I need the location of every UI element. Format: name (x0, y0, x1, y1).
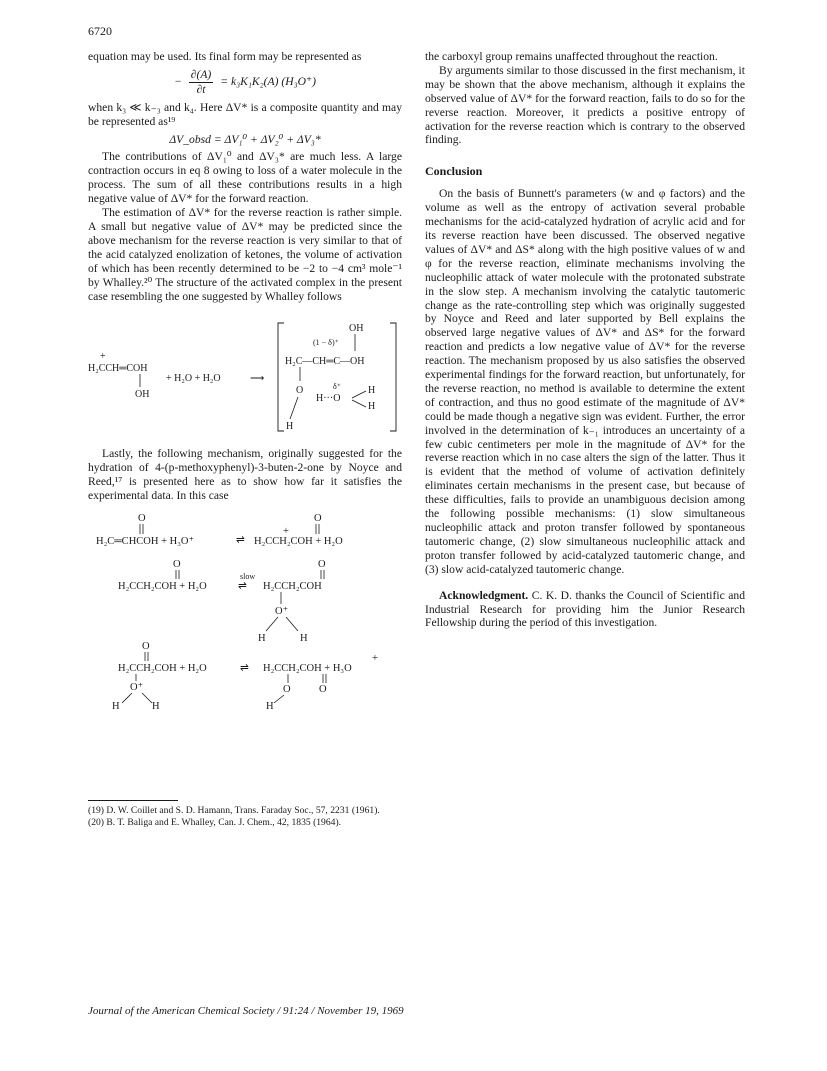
carbocation-formula: H₂CCH₂COH + H₂O (118, 581, 207, 593)
carbocation-formula: H₂CCH₂COH + H₂O (254, 536, 343, 548)
carbonyl-oxygen: O (318, 559, 326, 571)
paragraph: The estimation of ΔV* for the reverse reaction is rather simple. A small but negative value of ΔV* may be predicted since the above mechanism for the reverse reaction is very similar to that of the acid catalyzed enolization of ketones, the volume of activation of which has been recently determined to be −2 to −4 cm³ mole⁻¹ by Whalley.²⁰ The structure of the activated complex in the present case resembling the one suggested by Whalley follows (88, 206, 402, 303)
charge-plus: + (372, 653, 378, 665)
hydrogen-atom: H (300, 633, 308, 645)
oxonium-oxygen: O⁺ (130, 682, 144, 694)
carbonyl-oxygen: O (173, 559, 181, 571)
paragraph: On the basis of Bunnett's parameters (w and φ factors) and the volume as well as the entropy of activation several probable mechanisms for the acid-catalyzed hydration of acrylic acid and for its reverse reaction have been discussed. The observed negative values of ΔV* and ΔS* along with the high positive values of w and φ for the reverse reaction, eliminate mechanisms involving the nucleophilic attack of water molecule with the protonated substrate in the slow step. A mechanism involving the catalytic tautomeric change as the rate-controlling step which was originally suggested by Noyce and Reed and later supported by Bell explains the observed large negative values of ΔV* and ΔS* for the forward reaction and predicts a low negative value of ΔV* for the reverse reaction. The mechanism proposed by us also satisfies the observed experimental findings for the forward reaction, but unfortunately, for the reverse reaction, no method is available to determine the extent of contraction, and thus no good estimate of the magnitude of ΔV* could be made though a negative sign was evident. Further, the error involved in the determination of k₋₁ introduces an uncertainty of a few cubic centimeters per mole in the magnitude of ΔV* for the reverse reaction which in no case alters the sign of the latter. Thus it is evident that the method of volume of activation definitely eliminates certain mechanisms in the present case, but because of these difficulties, fails to provide an unambiguous decision among the following possible mechanisms: (1) slow simultaneous nucleophilic attack and proton transfer followed by spontaneous tautomeric change, (2) slow simultaneous nucleophilic attack and proton transfer followed by acid-catalyzed tautomeric change, and (3) slow acid-catalyzed tautomeric change. (425, 187, 745, 576)
paragraph: when k₃ ≪ k₋₃ and k₄. Here ΔV* is a composite quantity and may be represented as¹⁹ (88, 100, 402, 128)
hydrogen-atom: H (152, 701, 160, 710)
hydrogen-atom: H (368, 401, 376, 413)
equilibrium-arrow: ⇌ (240, 663, 249, 675)
equation-fraction (189, 68, 214, 97)
noyce-reed-mechanism (88, 509, 402, 709)
paragraph: equation may be used. Its final form may be represented as (88, 50, 362, 63)
right-column (425, 50, 745, 630)
product-formula: H₂CCH₂COH + H₃O (263, 663, 352, 675)
charge-plus: + (283, 526, 289, 538)
footnote: (20) B. T. Baliga and E. Whalley, Can. J. Chem., 42, 1835 (1964). (88, 817, 342, 828)
acrylic-acid-formula: H₂C═CHCOH + H₃O⁺ (96, 536, 194, 548)
footnote-rule (88, 800, 178, 801)
journal-footer: Journal of the American Chemical Society / 91:24 / November 19, 1969 (88, 1005, 404, 1017)
equilibrium-arrow: ⇌ (238, 581, 247, 593)
reactant-hydroxyl: OH (135, 389, 150, 401)
mechanism-structures (88, 509, 402, 709)
oxonium-adduct-formula: H₂CCH₂COH (263, 581, 322, 593)
footnote: (19) D. W. Coillet and S. D. Hamann, Trans. Faraday Soc., 57, 2231 (1961). (88, 805, 380, 816)
volume-equation: ΔV_obsd = ΔV₁⁰ + ΔV₂⁰ + ΔV₃* (169, 132, 321, 146)
oxonium-oxygen: O⁺ (275, 606, 289, 618)
reaction-arrow: ⟶ (250, 373, 265, 385)
paragraph: The contributions of ΔV₁⁰ and ΔV₃* are much less. A large contraction occurs in eq 8 owing to loss of a water molecule in the process. The sum of all these contributions results in a high negative value of ΔV* for the forward reaction. (88, 150, 402, 206)
acknowledgment (425, 589, 745, 631)
oxonium-adduct-formula: H₂CCH₂COH + H₂O (118, 663, 207, 675)
delta-plus: δ⁺ (333, 382, 341, 392)
equation-denominator: ∂t (196, 82, 206, 96)
paragraph: By arguments similar to those discussed in the first mechanism, it may be shown that the above mechanism, although it explains the observed value of ΔV* for the forward reaction, fails to do so for the reverse reaction. Moreover, it predicts a positive entropy of activation for the reverse reaction which is contrary to the observed finding. (425, 63, 745, 147)
slow-step-label: slow (240, 572, 256, 582)
activated-complex-scheme (88, 309, 402, 441)
complex-hydroxyl: OH (349, 323, 364, 335)
carbonyl-oxygen: O (314, 513, 322, 525)
oxygen-atom: O (296, 385, 304, 397)
paragraph: Lastly, the following mechanism, originally suggested for the hydration of 4-(p-methoxyphenyl)-3-buten-2-one by Noyce and Reed,¹⁷ is presented here as to show how far it satisfies the experimental data. In this case (88, 447, 402, 503)
carbonyl-oxygen: O (142, 641, 150, 653)
left-column (88, 50, 402, 715)
footnotes (88, 800, 402, 829)
added-waters: + H₂O + H₂O (166, 373, 221, 385)
hydrogen-atom: H (286, 421, 294, 433)
page-number: 6720 (88, 24, 112, 38)
reactant-formula: H₂CCH═COH (88, 363, 148, 375)
equilibrium-arrow: ⇌ (236, 535, 245, 547)
hydroxyl-oxygen: O (283, 684, 291, 696)
equation-rhs: = k₃K₁K₂(A) (H₃O⁺) (220, 74, 316, 88)
carbonyl-oxygen: O (138, 513, 146, 525)
hydrogen-atom: H (112, 701, 120, 710)
equation-numerator: ∂(A) (190, 67, 212, 81)
partial-charge: (1 − δ)⁺ (313, 338, 339, 348)
rate-equation: − $\frac{\partial(A)}{\partial t}$ = k₃K₁K₂(A) (H₃O⁺) (174, 67, 316, 96)
hydrogen-bridge: H···O (316, 393, 341, 405)
complex-chain: H₂C—CH═C—OH (285, 356, 365, 368)
hydrogen-atom: H (266, 701, 274, 710)
section-heading: Conclusion (425, 164, 483, 179)
charge-plus: + (100, 351, 106, 363)
acknowledgment-label: Acknowledgment. (439, 588, 529, 602)
hydrogen-atom: H (368, 385, 376, 397)
activated-complex-structure (88, 309, 402, 441)
carbonyl-oxygen: O (319, 684, 327, 696)
hydrogen-atom: H (258, 633, 266, 645)
acknowledgment-text: C. K. D. thanks the Council of Scientific and Industrial Research for providing him the Junior Research Fellowship during the period of this investigation. (425, 588, 745, 630)
paragraph: the carboxyl group remains unaffected throughout the reaction. (425, 50, 718, 63)
